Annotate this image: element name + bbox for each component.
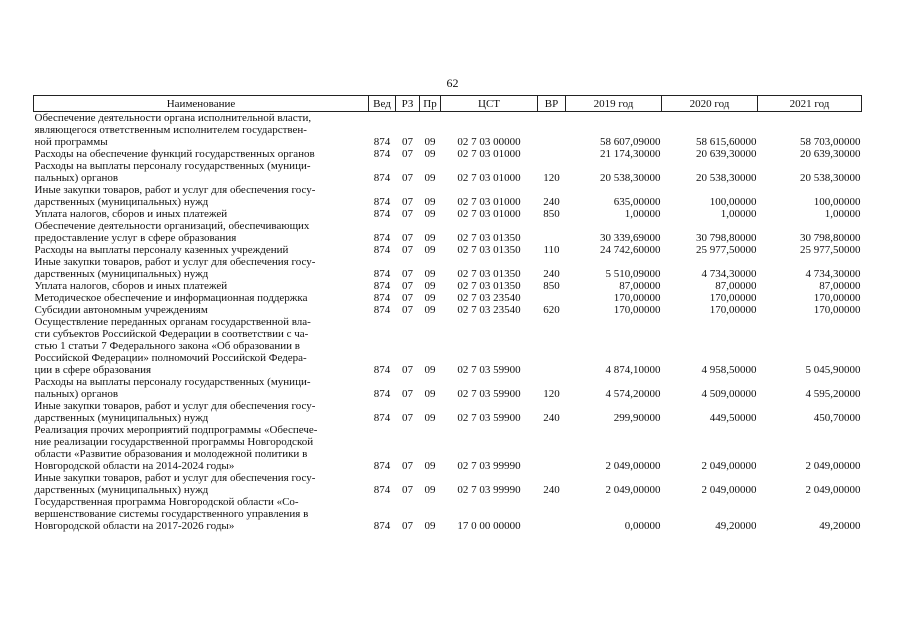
cell-name [34,208,369,220]
cell-ved: 874 [373,148,391,160]
cell-2021: 2 049,00000 [805,484,861,496]
cell-2021: 450,70000 [813,412,861,424]
cell-name-line: Расходы на обеспечение функций государственных органов [34,148,315,160]
cell-vr: 240 [543,412,560,424]
cell-vr: 240 [543,484,560,496]
cell-2021: 30 798,80000 [800,232,861,244]
cell-name [34,376,369,400]
cell-name [34,160,369,184]
cell-2019: 87,00000 [619,280,661,292]
cell-pr: 09 [424,232,436,244]
cell-name-line: Методическое обеспечение и информационная поддержка [34,292,308,304]
header-ved: Вед [369,96,396,112]
cell-name-line: являющегося ответственным исполнителем государствен- [34,124,307,136]
cell-name [34,256,369,280]
cell-2019: 170,00000 [613,304,661,316]
cell-name-line: стью 1 статьи 7 Федерального закона «Об образовании в [34,340,300,352]
budget-table [33,95,862,532]
table-row [34,424,862,472]
cell-name-line: пальных) органов [34,388,119,400]
cell-rz: 07 [402,172,413,184]
cell-name [34,220,369,244]
cell-2019: 30 339,69000 [600,232,661,244]
cell-rz: 07 [402,280,413,292]
cell-vr: 850 [543,280,560,292]
cell-2019: 2 049,00000 [605,484,661,496]
cell-ved: 874 [373,208,391,220]
cell-pr: 09 [424,292,436,304]
cell-2019: 170,00000 [613,292,661,304]
cell-2019: 299,90000 [613,412,661,424]
cell-ved: 874 [373,388,391,400]
cell-name [34,424,369,472]
cell-ved: 874 [373,196,391,208]
cell-name-line: Российской Федерации» полномочий Российской Федера- [34,352,307,364]
cell-name-line: дарственных (муниципальных) нужд [34,412,209,424]
cell-2021: 20 639,30000 [800,148,861,160]
cell-vr: 120 [543,388,560,400]
table-row [34,400,862,424]
cell-name [34,316,369,376]
table-row [34,184,862,208]
cell-name-line: области «Развитие образования и молодежной политики в [34,448,308,460]
cell-rz: 07 [402,460,413,472]
cell-pr: 09 [424,304,436,316]
cell-rz: 07 [402,364,413,376]
cell-name-line: Иные закупки товаров, работ и услуг для обеспечения госу- [34,256,316,268]
cell-name-line: Расходы на выплаты персоналу государственных (муници- [34,376,311,388]
cell-pr: 09 [424,268,436,280]
cell-rz: 07 [402,232,413,244]
cell-rz: 07 [402,292,413,304]
table-row [34,472,862,496]
cell-pr: 09 [424,460,436,472]
cell-cst: 02 7 03 59900 [457,364,521,376]
cell-name [34,304,369,316]
cell-cst: 02 7 03 99990 [457,460,521,472]
header-vr: ВР [538,96,566,112]
cell-2020: 2 049,00000 [701,484,757,496]
header-name: Наименование [34,96,369,112]
cell-2019: 4 874,10000 [605,364,661,376]
cell-pr: 09 [424,196,436,208]
cell-2020: 170,00000 [709,292,757,304]
cell-ved: 874 [373,280,391,292]
cell-name-line: Реализация прочих мероприятий подпрограммы «Обеспече- [34,424,318,436]
cell-2020: 49,20000 [715,520,757,532]
cell-cst: 02 7 03 01350 [457,268,521,280]
cell-2020: 100,00000 [709,196,757,208]
cell-name [34,280,369,292]
cell-name-line: ние реализации государственной программы Новгородской [34,436,314,448]
cell-name-line: Иные закупки товаров, работ и услуг для обеспечения госу- [34,400,316,412]
cell-2019: 635,00000 [613,196,661,208]
cell-cst: 02 7 03 23540 [457,304,521,316]
cell-name [34,112,369,149]
header-2021: 2021 год [758,96,862,112]
cell-2021: 4 595,20000 [805,388,861,400]
cell-rz: 07 [402,412,413,424]
table-row [34,244,862,256]
cell-2021: 20 538,30000 [800,172,861,184]
cell-cst: 02 7 03 01350 [457,244,521,256]
cell-ved: 874 [373,232,391,244]
cell-pr: 09 [424,280,436,292]
cell-vr: 240 [543,268,560,280]
cell-2019: 4 574,20000 [605,388,661,400]
table-row [34,292,862,304]
header-2020: 2020 год [662,96,758,112]
cell-ved: 874 [373,412,391,424]
cell-ved: 874 [373,268,391,280]
cell-ved: 874 [373,364,391,376]
cell-2019: 2 049,00000 [605,460,661,472]
cell-pr: 09 [424,388,436,400]
cell-name-line: Иные закупки товаров, работ и услуг для обеспечения госу- [34,472,316,484]
cell-2020: 30 798,80000 [696,232,757,244]
cell-pr: 09 [424,136,436,148]
cell-2020: 2 049,00000 [701,460,757,472]
cell-rz: 07 [402,148,413,160]
cell-2019: 5 510,09000 [605,268,661,280]
cell-2020: 20 639,30000 [696,148,757,160]
cell-2021: 100,00000 [813,196,861,208]
cell-2019: 24 742,60000 [600,244,661,256]
cell-vr [538,316,566,376]
cell-rz: 07 [402,244,413,256]
cell-name-line: Расходы на выплаты персоналу казенных учреждений [34,244,289,256]
cell-pr: 09 [424,364,436,376]
table-row [34,256,862,280]
table-body [34,112,862,533]
cell-name-line: сти субъектов Российской Федерации в соответствии с ча- [34,328,309,340]
cell-name-line: вершенствование системы государственного управления в [34,508,309,520]
cell-name-line: Уплата налогов, сборов и иных платежей [34,208,228,220]
cell-ved: 874 [373,292,391,304]
cell-name [34,400,369,424]
cell-ved: 874 [373,136,391,148]
cell-name [34,184,369,208]
cell-2019: 1,00000 [624,208,661,220]
cell-rz: 07 [402,484,413,496]
cell-vr: 240 [543,196,560,208]
cell-cst: 17 0 00 00000 [457,520,521,532]
cell-name-line: Государственная программа Новгородской области «Со- [34,496,299,508]
cell-pr: 09 [424,244,436,256]
cell-name-line: Уплата налогов, сборов и иных платежей [34,280,228,292]
cell-name-line: Новгородской области на 2014-2024 годы» [34,460,235,472]
cell-2021: 5 045,90000 [805,364,861,376]
cell-rz: 07 [402,520,413,532]
table-row [34,496,862,532]
table-header-row [34,96,862,112]
cell-vr [538,220,566,244]
cell-ved: 874 [373,244,391,256]
cell-vr [538,496,566,532]
cell-2020: 1,00000 [720,208,757,220]
cell-2020: 170,00000 [709,304,757,316]
cell-2020: 449,50000 [709,412,757,424]
cell-ved: 874 [373,484,391,496]
cell-2021: 25 977,50000 [800,244,861,256]
header-cst: ЦСТ [441,96,538,112]
cell-cst: 02 7 03 59900 [457,412,521,424]
cell-2021: 58 703,00000 [800,136,861,148]
cell-name [34,148,369,160]
cell-2021: 1,00000 [824,208,861,220]
cell-pr: 09 [424,172,436,184]
cell-vr [538,148,566,160]
cell-name [34,472,369,496]
cell-ved: 874 [373,304,391,316]
cell-vr: 620 [543,304,560,316]
cell-rz: 07 [402,196,413,208]
cell-2020: 87,00000 [715,280,757,292]
cell-name-line: ной программы [34,136,108,148]
table-row [34,148,862,160]
cell-rz: 07 [402,388,413,400]
cell-cst: 02 7 03 01350 [457,280,521,292]
cell-cst: 02 7 03 01000 [457,148,521,160]
cell-cst: 02 7 03 99990 [457,484,521,496]
cell-pr: 09 [424,520,436,532]
cell-cst: 02 7 03 23540 [457,292,521,304]
cell-name-line: предоставление услуг в сфере образования [34,232,237,244]
cell-cst: 02 7 03 01000 [457,208,521,220]
header-2019: 2019 год [566,96,662,112]
cell-2020: 25 977,50000 [696,244,757,256]
cell-rz: 07 [402,208,413,220]
cell-name-line: Новгородской области на 2017-2026 годы» [34,520,235,532]
cell-2020: 4 734,30000 [701,268,757,280]
cell-name-line: пальных) органов [34,172,119,184]
cell-name-line: дарственных (муниципальных) нужд [34,484,209,496]
cell-rz: 07 [402,268,413,280]
cell-pr: 09 [424,148,436,160]
cell-name-line: ции в сфере образования [34,364,152,376]
cell-pr: 09 [424,412,436,424]
cell-2021: 170,00000 [813,292,861,304]
table-row [34,376,862,400]
page-number: 62 [446,76,459,90]
cell-cst: 02 7 03 01000 [457,172,521,184]
cell-cst: 02 7 03 59900 [457,388,521,400]
cell-name-line: Расходы на выплаты персоналу государственных (муници- [34,160,311,172]
cell-vr: 120 [543,172,560,184]
cell-2019: 0,00000 [624,520,661,532]
cell-rz: 07 [402,136,413,148]
cell-2021: 4 734,30000 [805,268,861,280]
cell-cst: 02 7 03 01350 [457,232,521,244]
table-row [34,316,862,376]
cell-cst: 02 7 03 00000 [457,136,521,148]
cell-name-line: Обеспечение деятельности органа исполнительной власти, [34,112,312,124]
table-row [34,304,862,316]
table-row [34,220,862,244]
cell-rz: 07 [402,304,413,316]
cell-name [34,292,369,304]
cell-2019: 58 607,09000 [600,136,661,148]
cell-vr [538,424,566,472]
cell-ved: 874 [373,520,391,532]
cell-2021: 49,20000 [819,520,861,532]
cell-2020: 58 615,60000 [696,136,757,148]
cell-2020: 20 538,30000 [696,172,757,184]
cell-2020: 4 958,50000 [701,364,757,376]
cell-2021: 170,00000 [813,304,861,316]
cell-name-line: Обеспечение деятельности организаций, обеспечивающих [34,220,310,232]
cell-name-line: Иные закупки товаров, работ и услуг для обеспечения госу- [34,184,316,196]
cell-pr: 09 [424,484,436,496]
table-row [34,208,862,220]
cell-ved: 874 [373,460,391,472]
cell-vr: 110 [543,244,560,256]
cell-name-line: дарственных (муниципальных) нужд [34,196,209,208]
cell-name-line: Субсидии автономным учреждениям [34,304,208,316]
table-row [34,112,862,149]
cell-name-line: дарственных (муниципальных) нужд [34,268,209,280]
cell-2019: 21 174,30000 [600,148,661,160]
cell-ved: 874 [373,172,391,184]
cell-2021: 87,00000 [819,280,861,292]
cell-2021: 2 049,00000 [805,460,861,472]
cell-2020: 4 509,00000 [701,388,757,400]
cell-name [34,244,369,256]
cell-2019: 20 538,30000 [600,172,661,184]
table-row [34,280,862,292]
header-rz: РЗ [396,96,420,112]
cell-vr: 850 [543,208,560,220]
cell-vr [538,292,566,304]
table-row [34,160,862,184]
header-pr: Пр [420,96,441,112]
cell-name [34,496,369,532]
cell-pr: 09 [424,208,436,220]
cell-name-line: Осуществление переданных органам государственной вла- [34,316,311,328]
cell-vr [538,112,566,149]
cell-cst: 02 7 03 01000 [457,196,521,208]
